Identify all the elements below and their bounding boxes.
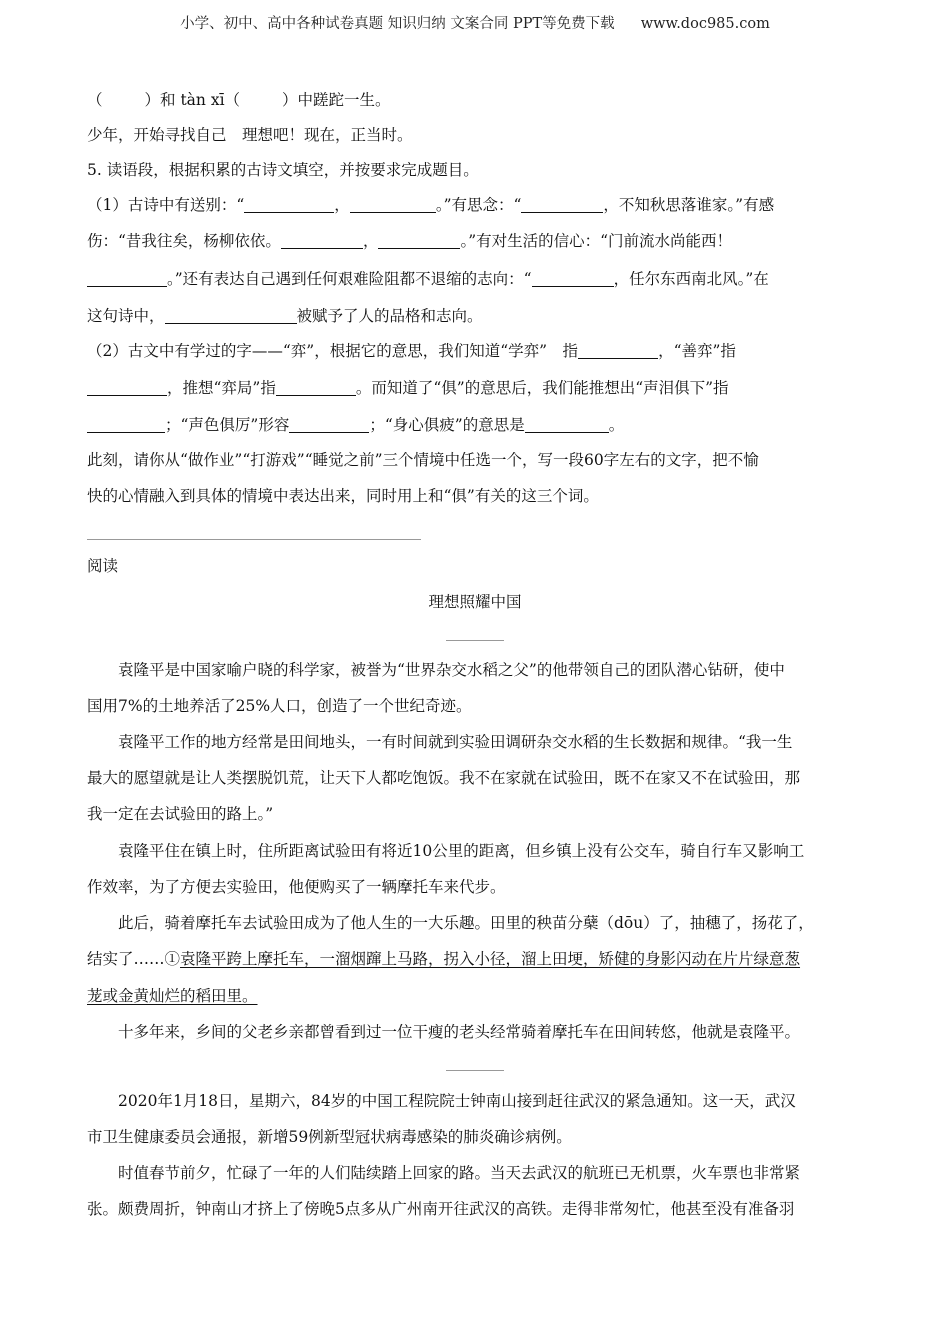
paragraph-line: 国用7%的土地养活了25%人口，创造了一个世纪奇迹。 <box>87 697 472 715</box>
text-line: 快的心情融入到具体的情境中表达出来，同时用上和“俱”有关的这三个词。 <box>87 487 599 505</box>
section-divider <box>87 539 421 540</box>
paragraph-line: 市卫生健康委员会通报，新增59例新型冠状病毒感染的肺炎确诊病例。 <box>87 1128 572 1146</box>
header-url[interactable]: www.doc985.com <box>640 16 770 32</box>
question-line: （2）古文中有学过的字——“弈”，根据它的意思，我们知道“学弈” 指 ，“善弈”指 <box>87 342 736 360</box>
underlined-sentence: 茏或金黄灿烂的稻田里。 <box>87 987 258 1005</box>
header-text: 小学、初中、高中各种试卷真题 知识归纳 文案合同 PPT等免费下载 <box>180 16 615 32</box>
answer-blank[interactable] <box>378 232 460 249</box>
paragraph-line: 张。颇费周折，钟南山才挤上了傍晚5点多从广州南开往武汉的高铁。走得非常匆忙，他甚至没有准备羽 <box>87 1200 795 1218</box>
question-line: ，推想“弈局”指 。而知道了“俱”的意思后，我们能推想出“声泪俱下”指 <box>87 377 867 399</box>
answer-blank[interactable] <box>281 232 363 249</box>
answer-blank[interactable] <box>525 416 609 433</box>
question-heading: 5. 读语段，根据积累的古诗文填空，并按要求完成题目。 <box>87 161 479 179</box>
answer-blank[interactable] <box>521 196 603 213</box>
question-line: （ ）和 tàn xī（ ）中蹉跎一生。 <box>87 91 391 109</box>
underlined-sentence: 袁隆平跨上摩托车，一溜烟蹿上马路，拐入小径，溜上田埂，矫健的身影闪动在片片绿意葱 <box>180 950 801 968</box>
question-line: 。”还有表达自己遇到任何艰难险阻都不退缩的志向：“ ，任尔东西南北风。”在 <box>87 268 867 290</box>
answer-blank[interactable] <box>532 270 614 287</box>
paragraph-line <box>87 985 867 1007</box>
paragraph-line: 我一定在去试验田的路上。” <box>87 805 274 823</box>
question-line: （1）古诗中有送别：“ ， 。”有思念：“ ，不知秋思落谁家。”有感 <box>87 196 775 214</box>
article-title: 理想照耀中国 <box>428 593 522 611</box>
paragraph-line: 作效率，为了方便去实验田，他便购买了一辆摩托车来代步。 <box>87 878 506 896</box>
answer-blank[interactable] <box>578 342 658 359</box>
question-line: 伤：“昔我往矣，杨柳依依。 ， 。”有对生活的信心：“门前流水尚能西！ <box>87 232 733 250</box>
section-separator <box>446 1070 504 1071</box>
question-line: ；“声色俱厉”形容 ；“身心俱疲”的意思是 。 <box>87 414 867 436</box>
answer-blank[interactable] <box>244 196 334 213</box>
answer-blank[interactable] <box>87 270 167 287</box>
answer-blank[interactable] <box>350 196 436 213</box>
answer-blank[interactable] <box>276 379 356 396</box>
paragraph-line: 结实了……①袁隆平跨上摩托车，一溜烟蹿上马路，拐入小径，溜上田埂，矫健的身影闪动在片片绿意葱 <box>87 950 801 968</box>
text-line: 此刻，请你从“做作业”“打游戏”“睡觉之前”三个情境中任选一个，写一段60字左右的文字，把不愉 <box>87 451 759 469</box>
answer-blank[interactable] <box>289 416 369 433</box>
answer-blank[interactable] <box>87 379 167 396</box>
paragraph-line: 2020年1月18日，星期六，84岁的中国工程院院士钟南山接到赶往武汉的紧急通知。这一天，武汉 <box>118 1092 796 1110</box>
text-line: 少年，开始寻找自己 理想吧！现在，正当时。 <box>87 126 413 144</box>
paragraph-line: 袁隆平是中国家喻户晓的科学家，被誉为“世界杂交水稻之父”的他带领自己的团队潜心钻研，使中 <box>118 661 785 679</box>
paragraph-line: 此后，骑着摩托车去试验田成为了他人生的一大乐趣。田里的秧苗分蘖（dōu）了，抽穗了，扬花了， <box>118 914 814 932</box>
reading-label: 阅读 <box>87 557 119 575</box>
paragraph-line: 袁隆平住在镇上时，住所距离试验田有将近10公里的距离，但乡镇上没有公交车，骑自行车又影响工 <box>118 842 805 860</box>
paragraph-line: 时值春节前夕，忙碌了一年的人们陆续踏上回家的路。当天去武汉的航班已无机票，火车票也非常紧 <box>118 1164 801 1182</box>
paragraph-line: 袁隆平工作的地方经常是田间地头，一有时间就到实验田调研杂交水稻的生长数据和规律。“我一生 <box>118 733 793 751</box>
section-separator <box>446 640 504 641</box>
page-header <box>0 12 950 33</box>
answer-blank[interactable] <box>165 307 297 324</box>
paragraph-line: 十多年来，乡间的父老乡亲都曾看到过一位干瘦的老头经常骑着摩托车在田间转悠，他就是袁隆平。 <box>118 1023 801 1041</box>
paragraph-line: 最大的愿望就是让人类摆脱饥荒，让天下人都吃饱饭。我不在家就在试验田，既不在家又不在试验田，那 <box>87 769 801 787</box>
answer-blank[interactable] <box>87 416 165 433</box>
question-line: 这句诗中， 被赋予了人的品格和志向。 <box>87 307 483 325</box>
